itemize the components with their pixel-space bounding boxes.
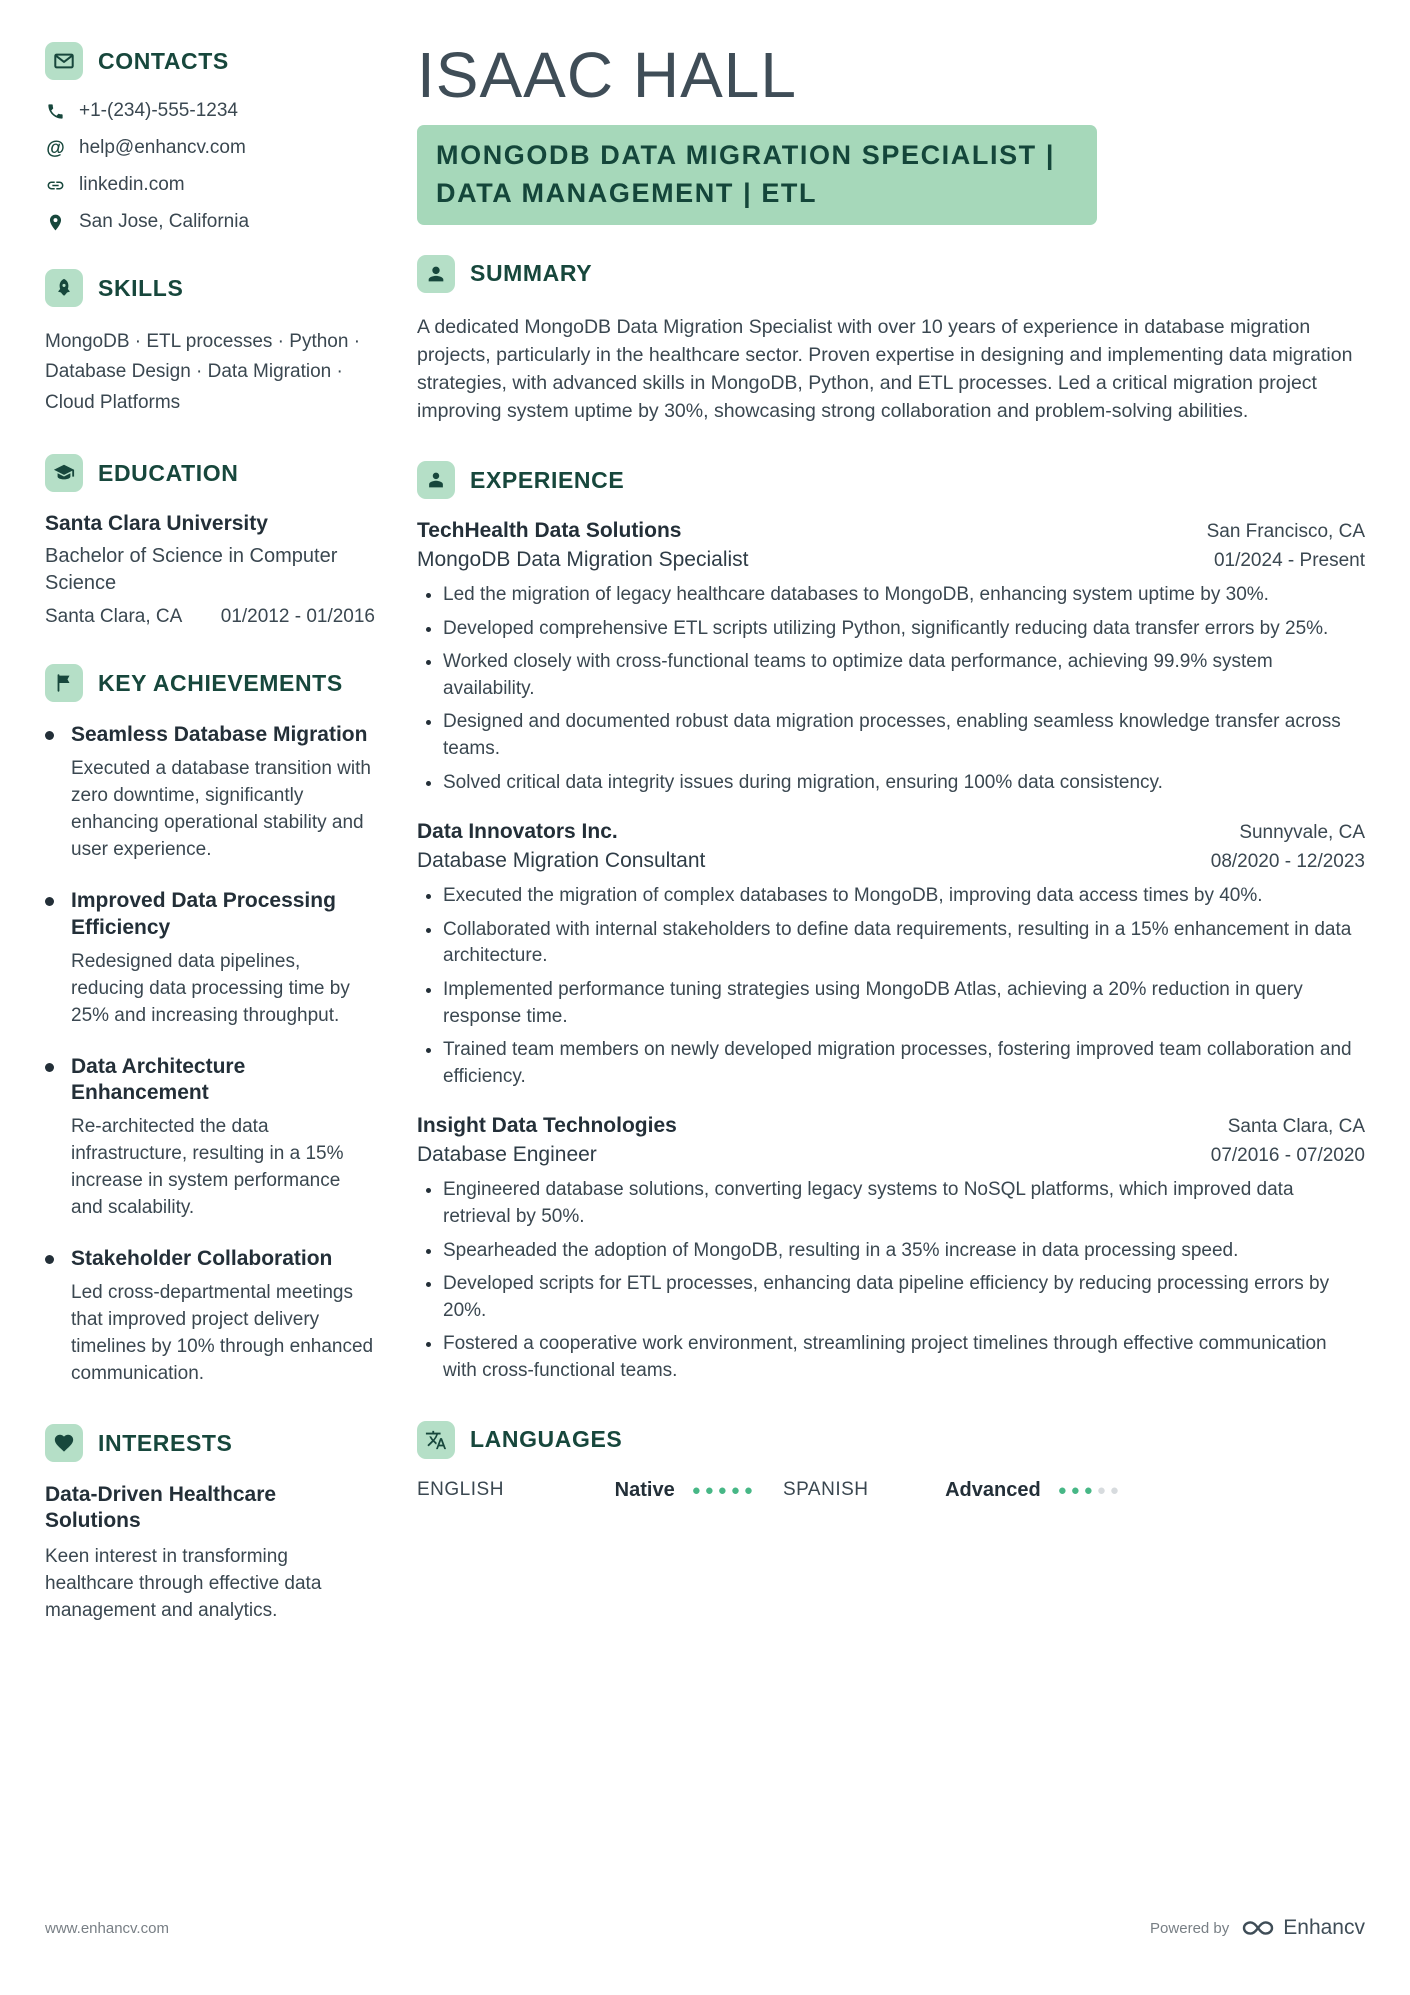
translate-icon: [417, 1421, 455, 1459]
education-location: Santa Clara, CA: [45, 606, 183, 628]
experience-heading: EXPERIENCE: [470, 466, 625, 493]
achievement-description: Led cross-departmental meetings that improved project delivery timelines by 10% through enhanced communication.: [71, 1282, 374, 1385]
person-badge-icon: [417, 461, 455, 499]
language-level-dots: [692, 1482, 757, 1499]
job-dates: 01/2024 - Present: [1213, 550, 1365, 572]
job-role: MongoDB Data Migration Specialist: [417, 548, 749, 572]
language-level-group: [615, 1479, 757, 1502]
job-header-row: [417, 519, 1365, 543]
achievement-item: [45, 722, 375, 864]
dots-filled: ●●●: [1057, 1481, 1097, 1499]
job-bullet: • Implemented performance tuning strategies using MongoDB Atlas, achieving a 20% reduction in query response time.: [443, 977, 1365, 1030]
summary-heading: SUMMARY: [470, 260, 593, 287]
dots-empty: ●●: [1096, 1481, 1123, 1499]
link-icon: [45, 175, 66, 196]
contact-item-email[interactable]: [45, 137, 375, 159]
contact-linkedin[interactable]: linkedin.com: [79, 174, 185, 195]
contact-item-location: [45, 211, 375, 233]
bullet-dot-icon: [45, 1255, 54, 1264]
achievement-description: Redesigned data pipelines, reducing data processing time by 25% and increasing throughput.: [71, 950, 350, 1026]
job-location: San Francisco, CA: [1206, 521, 1365, 543]
person-title-badge: MONGODB DATA MIGRATION SPECIALIST | DATA MANAGEMENT | ETL: [417, 125, 1097, 225]
interest-item: [45, 1482, 375, 1624]
section-summary: [417, 255, 1365, 425]
flag-icon: [45, 664, 83, 702]
achievement-item: [45, 1054, 375, 1222]
job-dates: 07/2016 - 07/2020: [1210, 1145, 1365, 1167]
education-dates: 01/2012 - 01/2016: [220, 606, 375, 628]
person-icon: [417, 255, 455, 293]
job-header-row: [417, 820, 1365, 844]
language-item: [417, 1479, 757, 1502]
skills-heading-row: [45, 269, 375, 307]
education-heading-row: [45, 454, 375, 492]
footer-website-link[interactable]: www.enhancv.com: [45, 1919, 169, 1937]
language-level: Native: [614, 1478, 675, 1501]
job-header-row: [417, 1114, 1365, 1138]
left-column: [45, 42, 375, 1876]
job-bullet: • Designed and documented robust data migration processes, enabling seamless knowledge transfer across teams.: [443, 709, 1365, 762]
languages-heading: LANGUAGES: [470, 1426, 623, 1453]
job-bullet: • Worked closely with cross-functional teams to optimize data performance, achieving 99.9% system availability.: [443, 649, 1365, 702]
at-icon: @: [46, 137, 65, 159]
education-degree: Bachelor of Science in Computer Science: [45, 545, 338, 595]
job-bullet: • Spearheaded the adoption of MongoDB, resulting in a 35% increase in data processing speed.: [443, 1238, 1365, 1265]
language-level-dots: [1058, 1482, 1123, 1499]
achievement-title: Stakeholder Collaboration: [71, 1247, 333, 1271]
job-location: Santa Clara, CA: [1227, 1116, 1365, 1138]
achievement-title: Improved Data Processing Efficiency: [71, 889, 336, 939]
language-level: Advanced: [945, 1478, 1041, 1501]
job-subheader-row: [417, 543, 1365, 572]
enhancv-brand[interactable]: [1241, 1916, 1365, 1940]
enhancv-brand-label: Enhancv: [1283, 1916, 1365, 1939]
section-education: [45, 454, 375, 628]
right-column: [417, 39, 1365, 1876]
achievement-description: Re-architected the data infrastructure, resulting in a 15% increase in system performance and scalability.: [71, 1116, 344, 1219]
footer-branding: [1150, 1916, 1365, 1940]
skills-heading: SKILLS: [98, 274, 184, 301]
page-footer: [45, 1876, 1365, 1940]
education-meta-row: [45, 606, 375, 628]
bullet-dot-icon: [45, 731, 54, 740]
bullet-dot-icon: [45, 897, 54, 906]
contact-email[interactable]: help@enhancv.com: [79, 137, 246, 158]
languages-row: [417, 1479, 1365, 1502]
experience-job: [417, 1114, 1365, 1384]
languages-heading-row: [417, 1421, 1365, 1459]
language-name: SPANISH: [783, 1479, 869, 1501]
section-experience: [417, 461, 1365, 1384]
achievement-title: Seamless Database Migration: [71, 723, 368, 747]
language-name: ENGLISH: [417, 1479, 504, 1501]
experience-job: [417, 519, 1365, 796]
interest-title: Data-Driven Healthcare Solutions: [45, 1483, 277, 1533]
dots-filled: ●●●●●: [691, 1481, 757, 1499]
job-subheader-row: [417, 844, 1365, 873]
envelope-icon: [45, 42, 83, 80]
experience-job: [417, 820, 1365, 1090]
resume-columns: [45, 39, 1365, 1876]
job-bullet: • Solved critical data integrity issues during migration, ensuring 100% data consistency.: [443, 770, 1365, 797]
heart-icon: [45, 1424, 83, 1462]
section-key-achievements: [45, 664, 375, 1388]
section-languages: [417, 1421, 1365, 1502]
job-role: Database Engineer: [417, 1143, 597, 1167]
contact-location: San Jose, California: [79, 211, 250, 232]
interest-description: Keen interest in transforming healthcare through effective data management and analytics.: [45, 1545, 322, 1621]
job-bullet: • Engineered database solutions, converting legacy systems to NoSQL platforms, which improved data retrieval by 50%.: [443, 1177, 1365, 1230]
section-skills: [45, 269, 375, 418]
job-role: Database Migration Consultant: [417, 849, 706, 873]
contacts-heading: CONTACTS: [98, 47, 229, 74]
section-contacts: [45, 42, 375, 233]
graduation-cap-icon: [45, 454, 83, 492]
skills-list: MongoDB · ETL processes · Python · Database Design · Data Migration · Cloud Platforms: [45, 331, 361, 413]
achievements-heading-row: [45, 664, 375, 702]
contact-item-linkedin[interactable]: [45, 174, 375, 196]
enhancv-logo-icon: [1241, 1918, 1275, 1938]
job-location: Sunnyvale, CA: [1239, 822, 1365, 844]
job-company: Data Innovators Inc.: [417, 820, 618, 844]
experience-heading-row: [417, 461, 1365, 499]
job-company: TechHealth Data Solutions: [417, 519, 682, 543]
education-school: Santa Clara University: [45, 512, 268, 536]
job-bullet: • Collaborated with internal stakeholders to define data requirements, resulting in a 15% enhancement in data architecture.: [443, 917, 1365, 970]
achievement-item: [45, 888, 375, 1029]
achievement-description: Executed a database transition with zero downtime, significantly enhancing operational stability and user experience.: [71, 758, 371, 861]
job-bullet: • Developed scripts for ETL processes, enhancing data pipeline efficiency by reducing processing errors by 20%.: [443, 1271, 1365, 1324]
job-dates: 08/2020 - 12/2023: [1210, 851, 1365, 873]
achievements-heading: KEY ACHIEVEMENTS: [98, 669, 343, 696]
powered-by-label: Powered by: [1150, 1919, 1230, 1937]
achievement-item: [45, 1246, 375, 1388]
language-item: [783, 1479, 1123, 1502]
job-bullet: • Developed comprehensive ETL scripts utilizing Python, significantly reducing data transfer errors by 25%.: [443, 616, 1365, 643]
person-name: ISAAC HALL: [417, 39, 797, 111]
job-company: Insight Data Technologies: [417, 1114, 677, 1138]
contact-item-phone: [45, 100, 375, 122]
phone-icon: [45, 101, 66, 122]
interests-heading-row: [45, 1424, 375, 1462]
bullet-dot-icon: [45, 1063, 54, 1072]
rocket-icon: [45, 269, 83, 307]
job-bullet-list: [417, 1177, 1365, 1384]
job-bullet: • Executed the migration of complex databases to MongoDB, improving data access times by 40%.: [443, 883, 1365, 910]
interests-heading: INTERESTS: [98, 1429, 233, 1456]
education-heading: EDUCATION: [98, 459, 239, 486]
job-bullet-list: [417, 883, 1365, 1090]
job-bullet: • Led the migration of legacy healthcare databases to MongoDB, enhancing system uptime by 30%.: [443, 582, 1365, 609]
achievement-title: Data Architecture Enhancement: [71, 1054, 246, 1104]
job-bullet: • Trained team members on newly developed migration processes, fostering improved team collaboration and efficiency.: [443, 1037, 1365, 1090]
contacts-heading-row: [45, 42, 375, 80]
summary-heading-row: [417, 255, 1365, 293]
job-bullet: • Fostered a cooperative work environment, streamlining project timelines through effective communication with cross-functional teams.: [443, 1331, 1365, 1384]
contact-phone: +1-(234)-555-1234: [79, 100, 238, 121]
section-interests: [45, 1424, 375, 1624]
job-bullet-list: [417, 582, 1365, 796]
location-icon: [45, 212, 66, 233]
language-level-group: [945, 1479, 1123, 1502]
job-subheader-row: [417, 1138, 1365, 1167]
summary-text: A dedicated MongoDB Data Migration Specialist with over 10 years of experience in database migration projects, particularly in the healthcare sector. Proven expertise in designing and implementing data migration strategies, with advanced skills in MongoDB, Python, and ETL processes. Led a critical migration project improving system uptime by 30%, showcasing strong collaboration and problem-solving abilities.: [417, 315, 1353, 423]
